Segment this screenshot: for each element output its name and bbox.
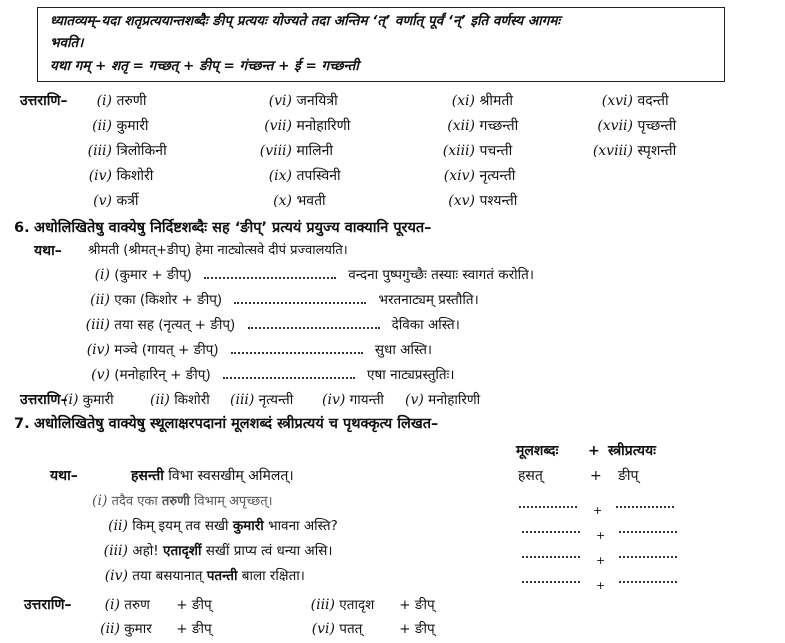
- answer-item: (xviii) स्पृशन्ती: [592, 143, 677, 159]
- sentence-item: (i) तदैव एका तरुणी विभाम् अपृच्छत्।: [92, 493, 273, 509]
- blank-field[interactable]: [234, 294, 366, 304]
- answer-item: (iii) त्रिलोकिनी: [87, 143, 167, 159]
- question-heading: अधोलिखितेषु वाक्येषु स्थूलाक्षरपदानां मूलशब्दं स्त्रीप्रत्ययं च पृथक्कृत्य लिखत–: [34, 416, 439, 432]
- blank-root-field[interactable]: [522, 548, 580, 558]
- column-header-suffix: स्त्रीप्रत्ययः: [608, 443, 656, 459]
- example-root: हसत्: [518, 468, 543, 484]
- answer-item: (xii) गच्छन्ती: [447, 118, 519, 134]
- sentence-item: (iii) अहो! एतादृशीं सखीं प्राप्य त्वं धन्या असि।: [103, 543, 333, 559]
- answer-item: (xv) पश्यन्ती: [448, 193, 518, 209]
- answers-label: उत्तराणि–: [20, 93, 68, 109]
- blank-row: +: [522, 519, 677, 540]
- note-line-2: भवति।: [50, 35, 84, 51]
- blank-field[interactable]: [231, 344, 363, 354]
- blank-suffix-field[interactable]: [616, 498, 674, 508]
- blank-row: +: [522, 544, 677, 565]
- answer-item: (ix) तपस्विनी: [268, 168, 341, 184]
- blank-root-field[interactable]: [522, 573, 580, 583]
- answer-item: (vi) पतत् + ङीप्: [311, 621, 435, 637]
- answer-item: (ii) कुमार + ङीप्: [100, 621, 212, 637]
- answer-item: (iii) एतादृश + ङीप्: [310, 597, 435, 613]
- blank-root-field[interactable]: [519, 498, 577, 508]
- answer-item: (iv) गायन्ती: [322, 392, 384, 408]
- fill-item: (iv) मञ्चे (गायत् + ङीप्) सुधा अस्ति।: [86, 342, 433, 358]
- answer-item: (xiv) नृत्यन्ती: [443, 168, 516, 184]
- answer-item: (vii) मनोहारिणी: [264, 118, 351, 134]
- answer-item: (xvii) पृच्छन्ती: [597, 118, 677, 134]
- blank-root-field[interactable]: [522, 523, 580, 533]
- column-header-root: मूलशब्दः: [516, 443, 559, 459]
- sentence-item: (iv) तया बसयानात् पतन्ती बाला रक्षिता।: [104, 568, 305, 584]
- answer-item: (v) मनोहारिणी: [405, 392, 481, 408]
- example-label: यथा–: [34, 243, 62, 259]
- answer-item: (xvi) वदन्ती: [601, 93, 669, 109]
- blank-suffix-field[interactable]: [619, 523, 677, 533]
- blank-row: +: [522, 569, 677, 590]
- answer-item: (i) तरुण + ङीप्: [104, 597, 212, 613]
- answer-item: (xi) श्रीमती: [451, 93, 513, 109]
- blank-field[interactable]: [204, 269, 336, 279]
- note-line-1: ध्यातव्यम्–यदा शतृप्रत्ययान्तशब्दैः ङीप् प्रत्ययः योज्यते तदा अन्तिम ‘त्’ वर्णात् पूर्वं ‘न्’ इति वर्णस्य आगमः: [50, 13, 561, 29]
- answer-item: (xiii) पचन्ती: [442, 143, 513, 159]
- column-header-plus: +: [588, 443, 600, 459]
- answer-item: (vi) जनयित्री: [268, 93, 338, 109]
- blank-suffix-field[interactable]: [619, 573, 677, 583]
- example-suffix: ङीप्: [618, 468, 639, 484]
- blank-field[interactable]: [248, 319, 380, 329]
- answer-item: (ii) कुमारी: [92, 118, 149, 134]
- answers-label: उत्तराणि–: [24, 597, 72, 613]
- blank-field[interactable]: [223, 369, 355, 379]
- question-heading: अधोलिखितेषु वाक्येषु निर्दिष्टशब्दैः सह ‘ङीप्’ प्रत्ययं प्रयुज्य वाक्यानि पूरयत–: [34, 220, 432, 236]
- example-label: यथा–: [50, 468, 78, 484]
- answer-item: (iv) किशोरी: [88, 168, 154, 184]
- fill-item: (v) (मनोहारिन् + ङीप्) एषा नाट्यप्रस्तुतिः।: [91, 367, 455, 383]
- note-example: यथा गम् + शतृ = गच्छत् + ङीप् = गंच्छन्त + ई = गच्छन्ती: [50, 58, 359, 74]
- example-text: श्रीमती (श्रीमत्+ङीप्) हेमा नाट्योत्सवे दीपं प्रज्वालयति।: [88, 243, 348, 258]
- answer-item: (i) तरुणी: [96, 93, 147, 109]
- fill-item: (i) (कुमार + ङीप्) वन्दना पुष्पगुच्छैः तस्याः स्वागतं करोति।: [94, 267, 534, 283]
- answer-item: (i) कुमारी: [63, 392, 114, 408]
- answer-item: (ii) किशोरी: [150, 392, 210, 408]
- blank-suffix-field[interactable]: [619, 548, 677, 558]
- example-plus: +: [590, 468, 602, 484]
- note-box: [37, 7, 725, 82]
- answers-label: उत्तराणि–: [20, 392, 68, 408]
- answer-item: (v) कर्त्री: [93, 193, 139, 209]
- answer-item: (x) भवती: [273, 193, 326, 209]
- fill-item: (ii) एका (किशोर + ङीप्) भरतनाट्यम् प्रस्तौति।: [90, 292, 479, 308]
- question-number: 7.: [14, 416, 30, 432]
- example-sentence: हसन्ती विभा स्वसखीम् अमिलत्।: [131, 468, 294, 484]
- answer-item: (viii) मालिनी: [259, 143, 333, 159]
- answer-item: (iii) नृत्यन्ती: [230, 392, 294, 408]
- fill-item: (iii) तया सह (नृत्यत् + ङीप्) देविका अस्ति।: [85, 317, 460, 333]
- sentence-item: (ii) किम् इयम् तव सखी कुमारी भावना अस्ति?: [108, 518, 338, 534]
- question-number: 6.: [14, 220, 30, 236]
- blank-row: +: [519, 494, 674, 515]
